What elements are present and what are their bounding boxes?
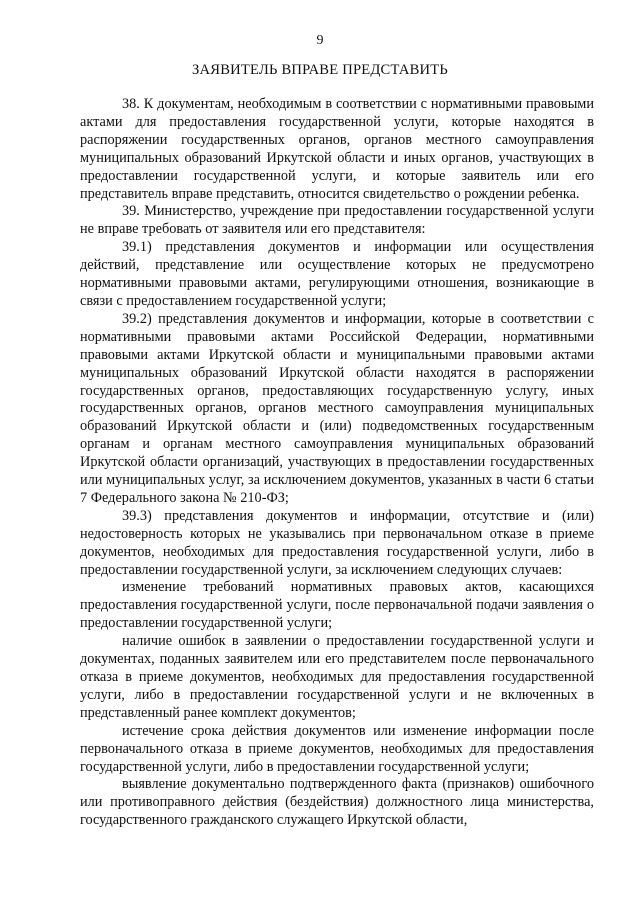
document-body	[80, 96, 594, 830]
exception-item-1: изменение требований нормативных правовых актов, касающихся предоставления государственной услуги, после первоначальной подачи заявления о предоставлении государственной услуги;	[80, 579, 594, 632]
paragraph-39-1: 39.1) представления документов и информации или осуществления действий, представление или осуществление которых не предусмотрено нормативными правовыми актами, регулирующими отношения, возникающие в связи с предоставлением государственной услуги;	[80, 239, 594, 309]
exception-item-4: выявление документально подтвержденного факта (признаков) ошибочного или противоправного действия (бездействия) должностного лица министерства, государственного гражданского служащего Иркутской области,	[80, 776, 594, 829]
section-heading: ЗАЯВИТЕЛЬ ВПРАВЕ ПРЕДСТАВИТЬ	[192, 62, 448, 78]
paragraph-39-2: 39.2) представления документов и информации, которые в соответствии с нормативными правовыми актами Российской Федерации, нормативными правовыми актами Иркутской области и муниципальными правовыми актами муниципальных образований Иркутской области находятся в распоряжении государственных органов, предоставляющих государственную услугу, иных государственных органов, органов местного самоуправления муниципальных образований Иркутской области и (или) подведомственных государственным органам и органам местного самоуправления муниципальных образований Иркутской области организаций, участвующих в предоставлении государственных или муниципальных услуг, за исключением документов, указанных в части 6 статьи 7 Федерального закона № 210-ФЗ;	[80, 310, 594, 506]
paragraph-39: 39. Министерство, учреждение при предоставлении государственной услуги не вправе требовать от заявителя или его представителя:	[80, 203, 594, 238]
page-number: 9	[316, 33, 324, 48]
paragraph-38: 38. К документам, необходимым в соответствии с нормативными правовыми актами для предоставления государственной услуги, которые находятся в распоряжении государственных органов, органов местного самоуправления муниципальных образований Иркутской области и иных органов, участвующих в предоставлении государственной услуги, и которые заявитель или его представитель вправе представить, относится свидетельство о рождении ребенка.	[80, 96, 594, 202]
exception-item-2: наличие ошибок в заявлении о предоставлении государственной услуги и документах, поданных заявителем или его представителем после первоначального отказа в приеме документов, необходимых для предоставления государственной услуги, либо в предоставлении государственной услуги и не включенных в представленный ранее комплект документов;	[80, 633, 594, 721]
paragraph-39-3: 39.3) представления документов и информации, отсутствие и (или) недостоверность которых не указывались при первоначальном отказе в приеме документов, необходимых для предоставления государственной услуги, либо в предоставлении государственной услуги, за исключением следующих случаев:	[80, 507, 594, 578]
exception-item-3: истечение срока действия документов или изменение информации после первоначального отказа в приеме документов, необходимых для предоставления государственной услуги, либо в предоставлении государственной услуги;	[80, 722, 594, 775]
